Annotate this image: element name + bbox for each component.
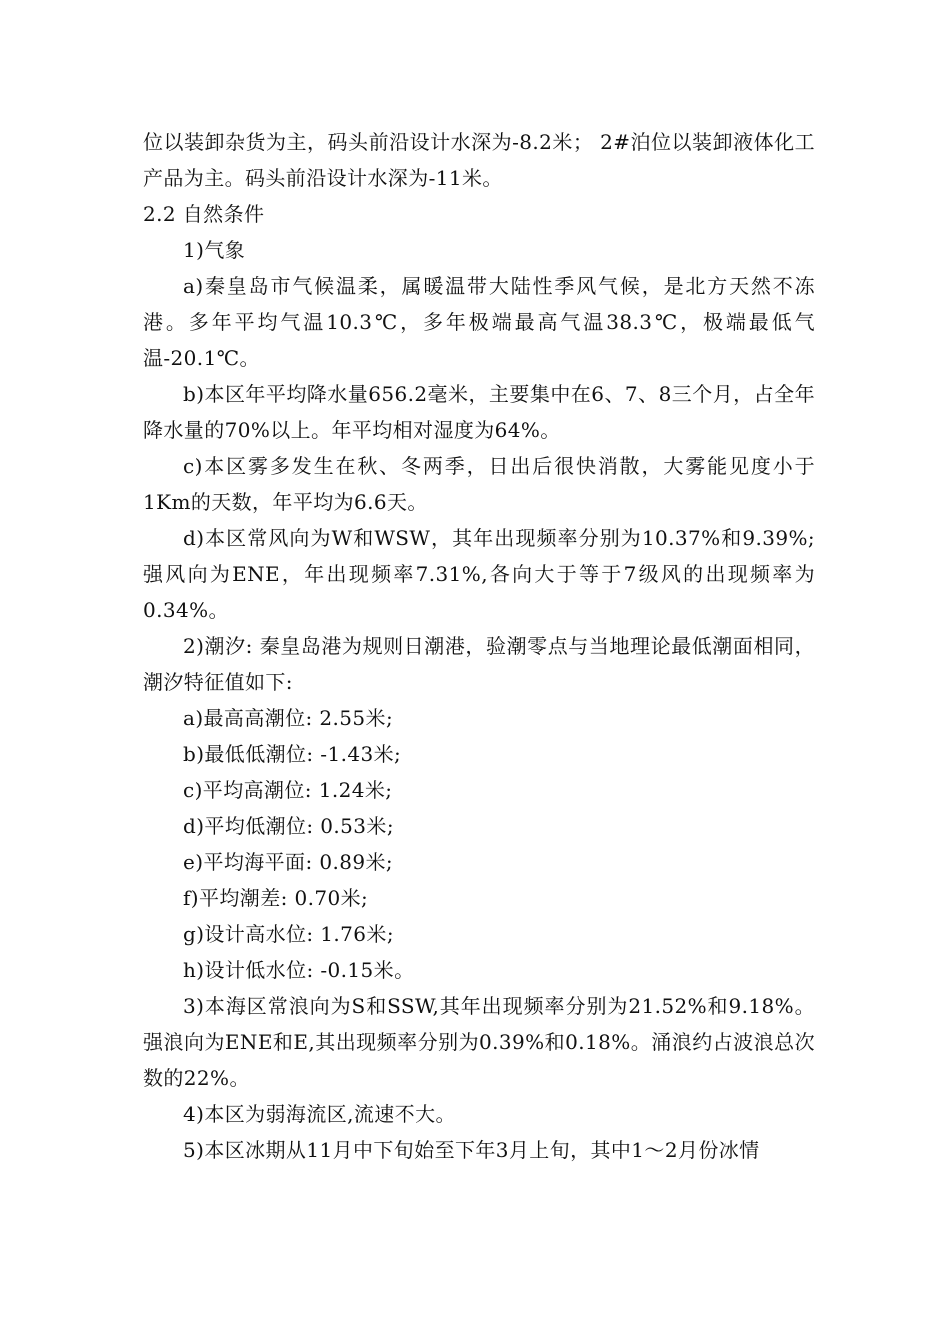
paragraph-fog: c)本区雾多发生在秋、冬两季，日出后很快消散，大雾能见度小于1Km的天数，年平均为6.6天。 xyxy=(143,454,815,514)
paragraph-climate: a)秦皇岛市气候温柔，属暖温带大陆性季风气候，是北方天然不冻港。多年平均气温10.3℃，多年极端最高气温38.3℃，极端最低气温-20.1℃。 xyxy=(143,274,815,370)
paragraph-waves: 3)本海区常浪向为S和SSW,其年出现频率分别为21.52%和9.18%。强浪向为ENE和E,其出现频率分别为0.39%和0.18%。涌浪约占波浪总次数的22%。 xyxy=(143,994,815,1090)
tide-item-design-low: h)设计低水位: -0.15米。 xyxy=(183,958,415,982)
tide-item-mean-low: d)平均低潮位: 0.53米; xyxy=(183,814,394,838)
tide-item-design-high: g)设计高水位: 1.76米; xyxy=(183,922,394,946)
paragraph-currents: 4)本区为弱海流区,流速不大。 xyxy=(183,1102,456,1126)
section-heading-natural-conditions: 2.2 自然条件 xyxy=(143,202,265,226)
tide-item-highest-high: a)最高高潮位: 2.55米; xyxy=(183,706,394,730)
paragraph-precipitation: b)本区年平均降水量656.2毫米，主要集中在6、7、8三个月，占全年降水量的70%以上。年平均相对湿度为64%。 xyxy=(143,382,815,442)
tide-item-mean-range: f)平均潮差: 0.70米; xyxy=(183,886,369,910)
paragraph-berth-continuation: 位以装卸杂货为主，码头前沿设计水深为-8.2米； 2#泊位以装卸液体化工产品为主。码头前沿设计水深为-11米。 xyxy=(143,130,815,190)
paragraph-wind: d)本区常风向为W和WSW，其年出现频率分别为10.37%和9.39%; 强风向为ENE，年出现频率7.31%,各向大于等于7级风的出现频率为0.34%。 xyxy=(143,526,815,622)
paragraph-tide: 2)潮汐: 秦皇岛港为规则日潮港，验潮零点与当地理论最低潮面相同，潮汐特征值如下: xyxy=(143,634,815,694)
tide-item-mean-sea-level: e)平均海平面: 0.89米; xyxy=(183,850,394,874)
paragraph-ice: 5)本区冰期从11月中下旬始至下年3月上旬，其中1～2月份冰情 xyxy=(183,1138,760,1162)
tide-item-mean-high: c)平均高潮位: 1.24米; xyxy=(183,778,393,802)
subheading-meteorology: 1)气象 xyxy=(183,238,246,262)
tide-item-lowest-low: b)最低低潮位: -1.43米; xyxy=(183,742,402,766)
document-body xyxy=(143,124,815,1168)
